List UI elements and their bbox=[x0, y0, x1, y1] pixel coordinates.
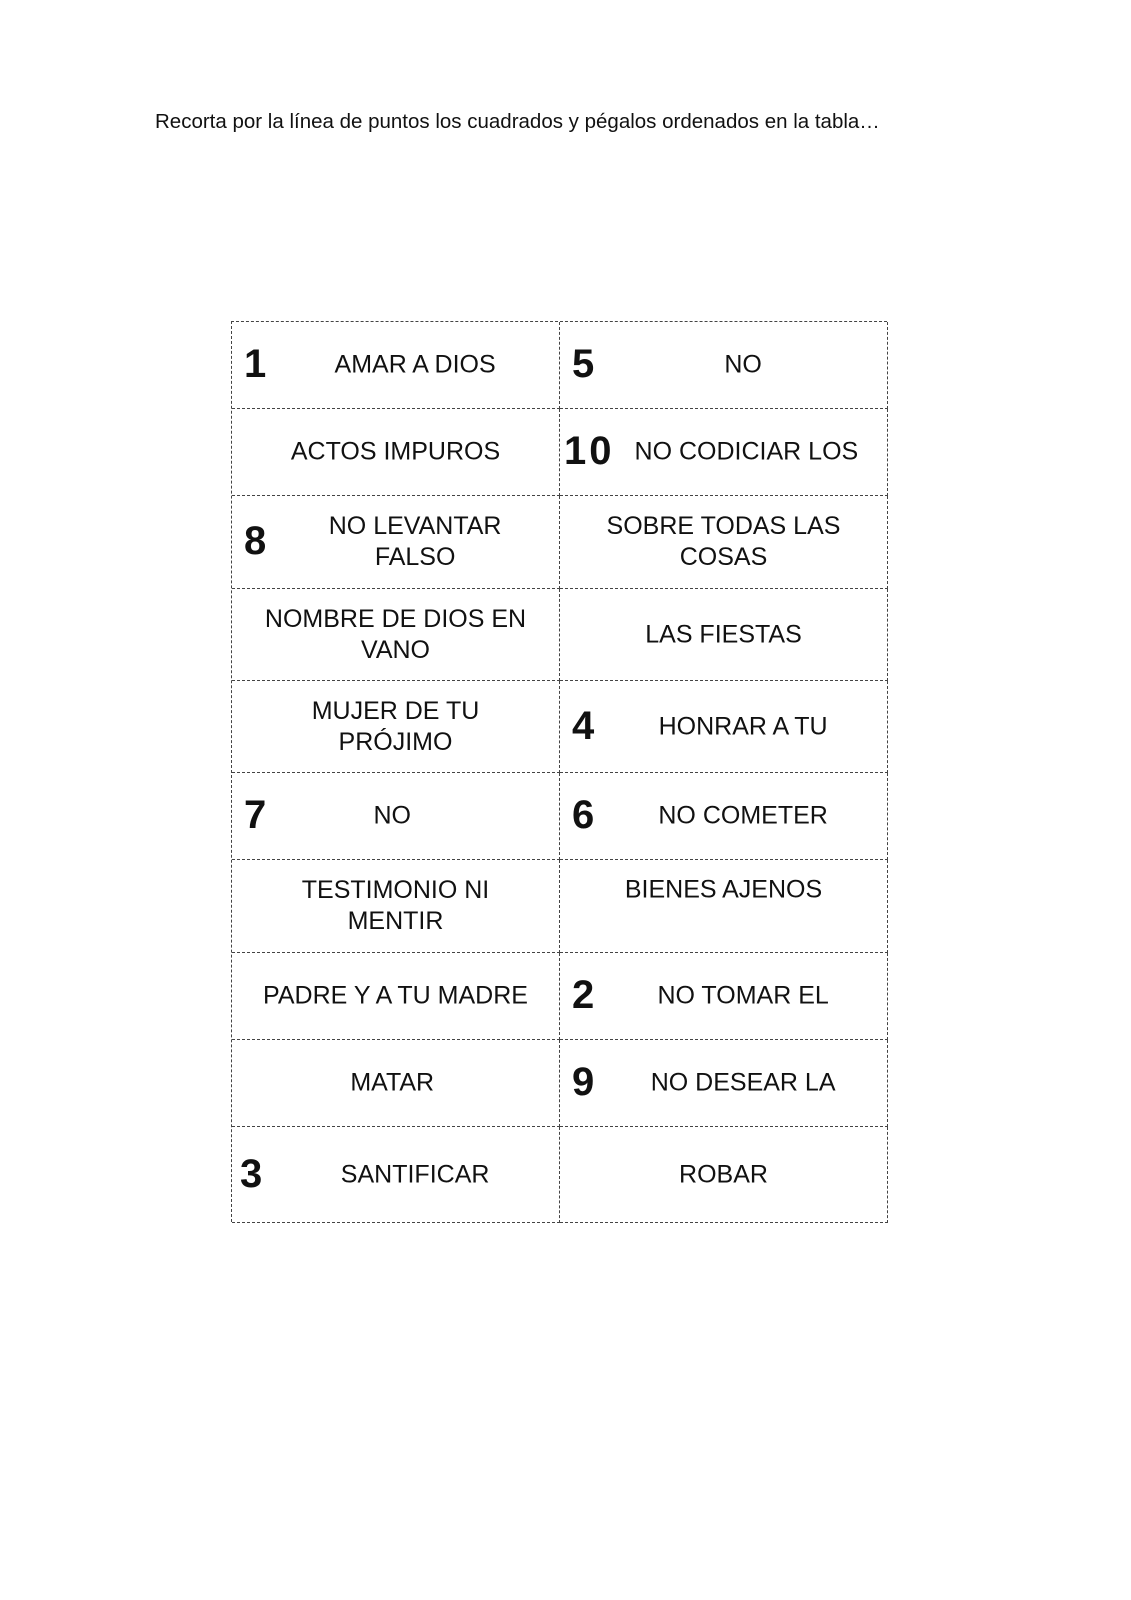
card-number: 4 bbox=[572, 703, 595, 748]
cutout-card[interactable] bbox=[232, 322, 560, 409]
cutout-card[interactable] bbox=[560, 681, 888, 773]
card-number: 6 bbox=[572, 793, 595, 838]
card-number: 3 bbox=[240, 1151, 263, 1196]
cutout-card[interactable] bbox=[560, 773, 888, 860]
cutout-card[interactable] bbox=[560, 1127, 888, 1223]
cutout-card[interactable] bbox=[232, 1127, 560, 1223]
card-number: 5 bbox=[572, 342, 595, 387]
cutout-card[interactable] bbox=[232, 1040, 560, 1127]
cutout-card[interactable] bbox=[232, 681, 560, 773]
card-text: SANTIFICAR bbox=[340, 1160, 490, 1188]
cutout-card[interactable] bbox=[560, 409, 888, 496]
cutout-card-grid bbox=[231, 321, 887, 1222]
instruction-text: Recorta por la línea de puntos los cuadrados y pégalos ordenados en la tabla… bbox=[155, 110, 880, 133]
card-number: 2 bbox=[572, 973, 595, 1018]
card-text: NOMBRE DE DIOS EN VANO bbox=[264, 604, 527, 664]
card-text: NO TOMAR EL bbox=[657, 981, 829, 1010]
card-text: NO bbox=[373, 801, 411, 830]
cutout-card[interactable] bbox=[560, 953, 888, 1040]
cutout-card[interactable] bbox=[232, 589, 560, 681]
card-number: 8 bbox=[244, 519, 267, 564]
card-text: ACTOS IMPUROS bbox=[290, 437, 501, 466]
card-text: SOBRE TODAS LAS COSAS bbox=[606, 512, 841, 571]
cutout-card[interactable] bbox=[232, 409, 560, 496]
cutout-card[interactable] bbox=[232, 773, 560, 860]
card-text: NO CODICIAR LOS bbox=[634, 437, 859, 466]
cutout-card[interactable] bbox=[232, 953, 560, 1040]
card-text: NO LEVANTAR FALSO bbox=[328, 512, 502, 571]
cutout-card[interactable] bbox=[560, 496, 888, 589]
card-text: AMAR A DIOS bbox=[334, 350, 496, 379]
card-number: 9 bbox=[572, 1060, 595, 1105]
cutout-card[interactable] bbox=[232, 496, 560, 589]
card-text: NO bbox=[724, 350, 762, 379]
card-text: HONRAR A TU bbox=[658, 712, 828, 740]
card-text: BIENES AJENOS bbox=[624, 875, 823, 904]
card-text: TESTIMONIO NI MENTIR bbox=[301, 876, 490, 935]
cutout-card[interactable] bbox=[560, 1040, 888, 1127]
card-number: 7 bbox=[244, 793, 267, 838]
card-text: ROBAR bbox=[679, 1160, 768, 1188]
card-text: MATAR bbox=[350, 1068, 435, 1097]
cutout-card[interactable] bbox=[560, 589, 888, 681]
card-number: 10 bbox=[564, 429, 615, 474]
cutout-card[interactable] bbox=[560, 322, 888, 409]
cutout-card[interactable] bbox=[232, 860, 560, 953]
card-text: NO COMETER bbox=[658, 801, 828, 830]
cutout-card[interactable] bbox=[560, 860, 888, 953]
card-text: NO DESEAR LA bbox=[650, 1068, 836, 1097]
card-text: LAS FIESTAS bbox=[645, 620, 802, 648]
card-text: MUJER DE TU PRÓJIMO bbox=[311, 696, 480, 756]
card-text: PADRE Y A TU MADRE bbox=[263, 981, 528, 1010]
card-number: 1 bbox=[244, 342, 267, 387]
